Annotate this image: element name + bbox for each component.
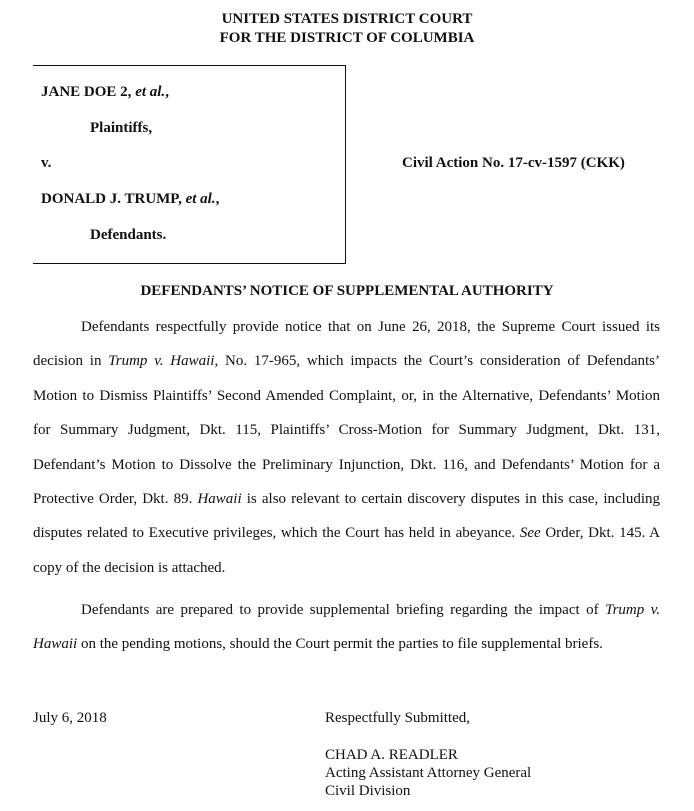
case-caption-box xyxy=(33,65,346,264)
notice-paragraph-2 xyxy=(33,593,660,662)
para2-text-a: Defendants are prepared to provide supplemental briefing regarding the impact of xyxy=(81,602,606,618)
court-heading xyxy=(0,10,694,48)
court-name-line: UNITED STATES DISTRICT COURT xyxy=(221,11,473,27)
para1-text-c: is also relevant to certain discovery disputes in this case, including disputes related to Executive privileges, which the Court has held in abeyance. xyxy=(33,491,660,542)
signer-title: Acting Assistant Attorney General xyxy=(325,765,532,781)
para1-hawaii: Hawaii xyxy=(197,491,242,508)
signer-division: Civil Division xyxy=(325,783,411,799)
defendant-name xyxy=(41,191,219,208)
filing-date: July 6, 2018 xyxy=(33,710,107,726)
signer-name: CHAD A. READLER xyxy=(325,747,458,763)
para1-case-name: Trump v. Hawaii xyxy=(108,353,215,370)
defendant-et-al: et al. xyxy=(185,191,216,207)
para2-case-name: Trump v. Hawaii xyxy=(33,602,660,653)
plaintiff-et-al: et al. xyxy=(135,84,166,100)
defendant-name-text: DONALD J. TRUMP, xyxy=(41,191,186,207)
plaintiffs-label: Plaintiffs, xyxy=(90,120,153,136)
closing-line: Respectfully Submitted, xyxy=(325,710,470,726)
para2-text-b: on the pending motions, should the Court permit the parties to file supplemental briefs. xyxy=(77,636,603,653)
versus-label: v. xyxy=(41,155,52,171)
civil-action-number: Civil Action No. 17-cv-1597 (CKK) xyxy=(402,155,625,171)
court-district-line: FOR THE DISTRICT OF COLUMBIA xyxy=(219,30,475,46)
plaintiff-name xyxy=(41,84,169,101)
para1-text-a: Defendants respectfully provide notice that on June 26, 2018, the Supreme Court issued its decision in xyxy=(33,319,660,370)
defendant-comma: , xyxy=(215,191,220,207)
para1-text-b: , No. 17-965, which impacts the Court’s consideration of Defendants’ Motion to Dismiss Plaintiffs’ Second Amended Complaint, or, in the Alternative, Defendants’ Motion for Summary Judgment, Dkt. 115, Plaintiffs’ Cross-Motion for Summary Judgment, Dkt. 131, Defendant’s Motion to Dissolve the Preliminary Injunction, Dkt. 116, and Defendants’ Motion for a Protective Order, Dkt. 89. xyxy=(33,353,660,508)
plaintiff-name-text: JANE DOE 2, xyxy=(41,84,136,100)
plaintiff-comma: , xyxy=(165,84,169,100)
para1-see-signal: See xyxy=(519,525,541,542)
para1-text-d: Order, Dkt. 145. A copy of the decision is attached. xyxy=(33,525,661,576)
notice-title: DEFENDANTS’ NOTICE OF SUPPLEMENTAL AUTHORITY xyxy=(140,283,554,299)
notice-paragraph-1 xyxy=(33,310,660,585)
defendants-label: Defendants. xyxy=(90,227,167,243)
